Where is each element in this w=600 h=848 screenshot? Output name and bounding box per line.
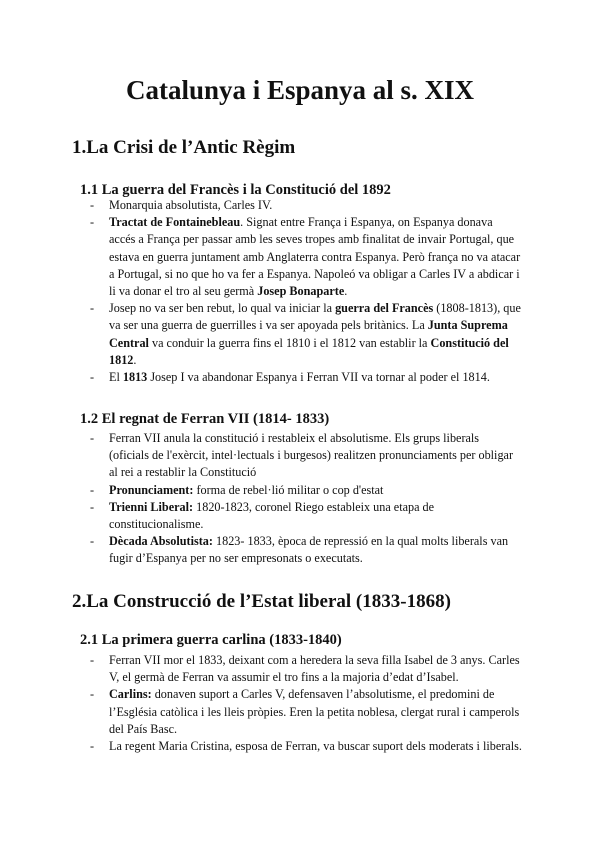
subsection-heading-1-1: 1.1 La guerra del Francès i la Constitució del 1892 [80, 182, 391, 198]
bullet-item [90, 430, 522, 482]
bullet-item [90, 499, 522, 533]
bullet-text: La regent Maria Cristina, esposa de Ferran, va buscar suport dels moderats i liberals. [109, 739, 522, 754]
bold-term: Josep Bonaparte [257, 284, 345, 299]
bold-term: Dècada Absolutista: [109, 534, 213, 549]
bullet-dash-icon: - [90, 739, 95, 754]
bold-term: 1813 [122, 370, 148, 385]
bullet-dash-icon: - [90, 534, 95, 549]
bullet-text: Ferran VII mor el 1833, deixant com a heredera la seva filla Isabel de 3 anys. Carles V, el germà de Ferran va assumir el tro fins a la majoria d’edat d’Isabel. [109, 653, 520, 685]
bullet-list-2-1 [90, 652, 522, 755]
bullet-text: 1820-1823, coronel Riego estableix una etapa de constitucionalisme. [109, 499, 435, 532]
bullet-text: va conduir la guerra fins el 1810 i el 1812 van establir la [148, 335, 431, 350]
bullet-item [90, 214, 522, 300]
bullet-text: Monarquia absolutista, Carles IV. [109, 198, 273, 212]
bullet-item [90, 300, 522, 369]
subsection-heading-1-2: 1.2 El regnat de Ferran VII (1814- 1833) [80, 411, 330, 427]
bullet-text: El [109, 370, 123, 385]
bullet-item [90, 738, 522, 755]
bullet-item [90, 533, 522, 567]
bullet-item [90, 482, 522, 499]
bullet-item [90, 369, 522, 386]
bullet-text: Josep no va ser ben rebut, lo qual va iniciar la [109, 301, 336, 316]
bullet-text: forma de rebel·lió militar o cop d'estat [193, 482, 384, 497]
bullet-dash-icon: - [90, 215, 95, 230]
bullet-text: Ferran VII anula la constitució i restableix el absolutisme. Els grups liberals (oficials de l'exèrcit, intel·lectuals i burgesos) realitzen pronunciaments per obligar al rei a restablir la Constitució [109, 431, 514, 480]
bullet-item [90, 652, 522, 686]
bold-term: Tractat de Fontainebleau [109, 215, 241, 230]
bullet-text: . Signat entre França i Espanya, on Espanya donava accés a França per passar amb les seves tropes amb finalitat de invair Portugal, que estava en guerra juntament amb Anglaterra contra Espanya. Però frança no va atacar a Portugal, si no que ho va fer a Espanya. Napoleó va obligar a Carles IV a abdicar i li va donar el tro al seu germà [109, 215, 521, 299]
bullet-text: donaven suport a Carles V, defensaven l’absolutisme, el predomini de l’Església catòlica i les lleis pròpies. Eren la petita noblesa, clergat rural i camperols del País Basc. [109, 687, 520, 736]
bullet-item [90, 197, 522, 214]
bullet-item [90, 686, 522, 738]
bullet-dash-icon: - [90, 482, 95, 497]
bold-term: Junta Suprema Central [109, 318, 508, 350]
bullet-list-1-1 [90, 197, 522, 386]
bullet-dash-icon: - [90, 198, 95, 212]
bullet-text: Josep I va abandonar Espanya i Ferran VII va tornar al poder el 1814. [147, 370, 490, 385]
bullet-text: 1823- 1833, època de repressió en la qual molts liberals van fugir d’Espanya per no ser empresonats o executats. [109, 534, 509, 566]
bullet-dash-icon: - [90, 687, 95, 702]
bold-term: Trienni Liberal: [109, 499, 194, 514]
bullet-dash-icon: - [90, 499, 95, 514]
bullet-dash-icon: - [90, 370, 95, 385]
section-heading-1: 1.La Crisi de l’Antic Règim [72, 137, 296, 158]
bullet-dash-icon: - [90, 653, 95, 667]
bullet-list-1-2 [90, 430, 522, 568]
bold-term: Carlins: [109, 687, 152, 702]
bullet-text: (1808-1813), que va ser una guerra de guerrilles i va ser apoyada pels britànics. La [109, 301, 521, 333]
section-heading-2: 2.La Construcció de l’Estat liberal (1833-1868) [72, 591, 451, 612]
document-title: Catalunya i Espanya al s. XIX [125, 75, 475, 105]
bold-term: guerra del Francès [335, 301, 434, 316]
bold-term: Pronunciament: [109, 482, 194, 497]
bullet-text: . [344, 284, 348, 299]
bullet-text: . [133, 352, 137, 367]
bold-term: Constitució del 1812 [109, 335, 509, 367]
bullet-dash-icon: - [90, 431, 95, 445]
bullet-dash-icon: - [90, 301, 95, 316]
subsection-heading-2-1: 2.1 La primera guerra carlina (1833-1840) [80, 632, 342, 648]
